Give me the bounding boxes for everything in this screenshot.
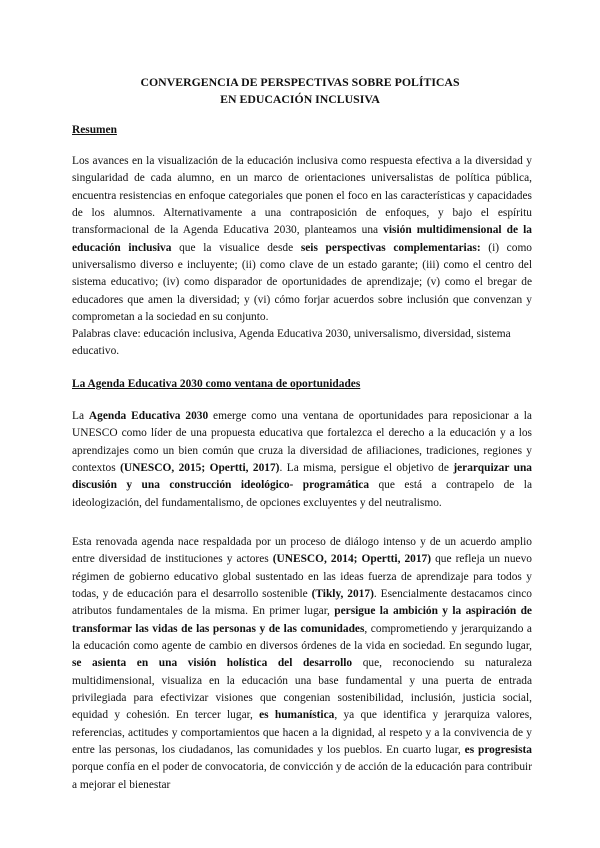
resumen-paragraph: Los avances en la visualización de la educación inclusiva como respuesta efectiva a la diversidad y singularidad de cada alumno, en un marco de orientaciones universalistas de política pública, encuentra resistencias en enfoque categoriales que ponen el foco en las características y capacidades de los alumnos. Alternativamente a una contraposición de enfoques, y bajo el espíritu transformacional de la Agenda Educativa 2030, planteamos una visión multidimensional de la educación inclusiva que la visualice desde seis perspectivas complementarias: (i) como universalismo diverso e incluyente; (ii) como clave de un estado garante; (iii) como el centro del sistema educativo; (iv) como disparador de oportunidades de aprendizaje; (v) como el bregar de educadores que amen la diversidad; y (vi) cómo forjar acuerdos sobre inclusión que convenzan y comprometan a la sociedad en su conjunto. — [72, 155, 532, 324]
section-paragraph-1: La Agenda Educativa 2030 emerge como una ventana de oportunidades para reposicionar a la UNESCO como líder de una propuesta educativa que fortalezca el derecho a la educación y a los aprendizajes como un bien común que cruza la diversidad de afiliaciones, tradiciones, regiones y contextos (UNESCO, 2015; Opertti, 2017). La misma, persigue el objetivo de jerarquizar una discusión y una construcción ideológico- programática que está a contrapelo de la ideologización, del fundamentalismo, de opciones excluyentes y del neutralismo. — [72, 410, 533, 509]
title-line-1: CONVERGENCIA DE PERSPECTIVAS SOBRE POLÍTICAS — [140, 75, 460, 89]
section-heading: La Agenda Educativa 2030 como ventana de oportunidades — [72, 378, 361, 390]
keywords: Palabras clave: educación inclusiva, Agenda Educativa 2030, universalismo, diversidad, sistema educativo. — [72, 328, 511, 358]
section-paragraph-2: Esta renovada agenda nace respaldada por un proceso de diálogo intenso y de un acuerdo amplio entre diversidad de instituciones y actores (UNESCO, 2014; Opertti, 2017) que refleja un nuevo régimen de gobierno educativo global sustentado en las ideas fuerza de aprendizaje para todos y todas, y de educación para el desarrollo sostenible (Tikly, 2017). Esencialmente destacamos cinco atributos fundamentales de la misma. En primer lugar, persigue la ambición y la aspiración de transformar las vidas de las personas y de las comunidades, comprometiendo y jerarquizando a la educación como agente de cambio en diversos órdenes de la vida en sociedad. En segundo lugar, se asienta en una visión holística del desarrollo que, reconociendo su naturaleza multidimensional, visualiza en la educación una base fundamental y una puerta de entrada privilegiada para efectivizar visiones que congenian sostenibilidad, inclusión, justicia social, equidad y cohesión. En tercer lugar, es humanística, ya que identifica y jerarquiza valores, referencias, actitudes y comportamientos que hacen a la dignidad, al respeto y a la convivencia de y entre las personas, los ciudadanos, las comunidades y los pueblos. En cuarto lugar, es progresista porque confía en el poder de convocatoria, de convicción y de acción de la educación para contribuir a mejorar el bienestar — [72, 536, 533, 791]
resumen-heading: Resumen — [72, 124, 117, 136]
title-line-2: EN EDUCACIÓN INCLUSIVA — [220, 92, 380, 106]
document-title — [72, 74, 528, 108]
